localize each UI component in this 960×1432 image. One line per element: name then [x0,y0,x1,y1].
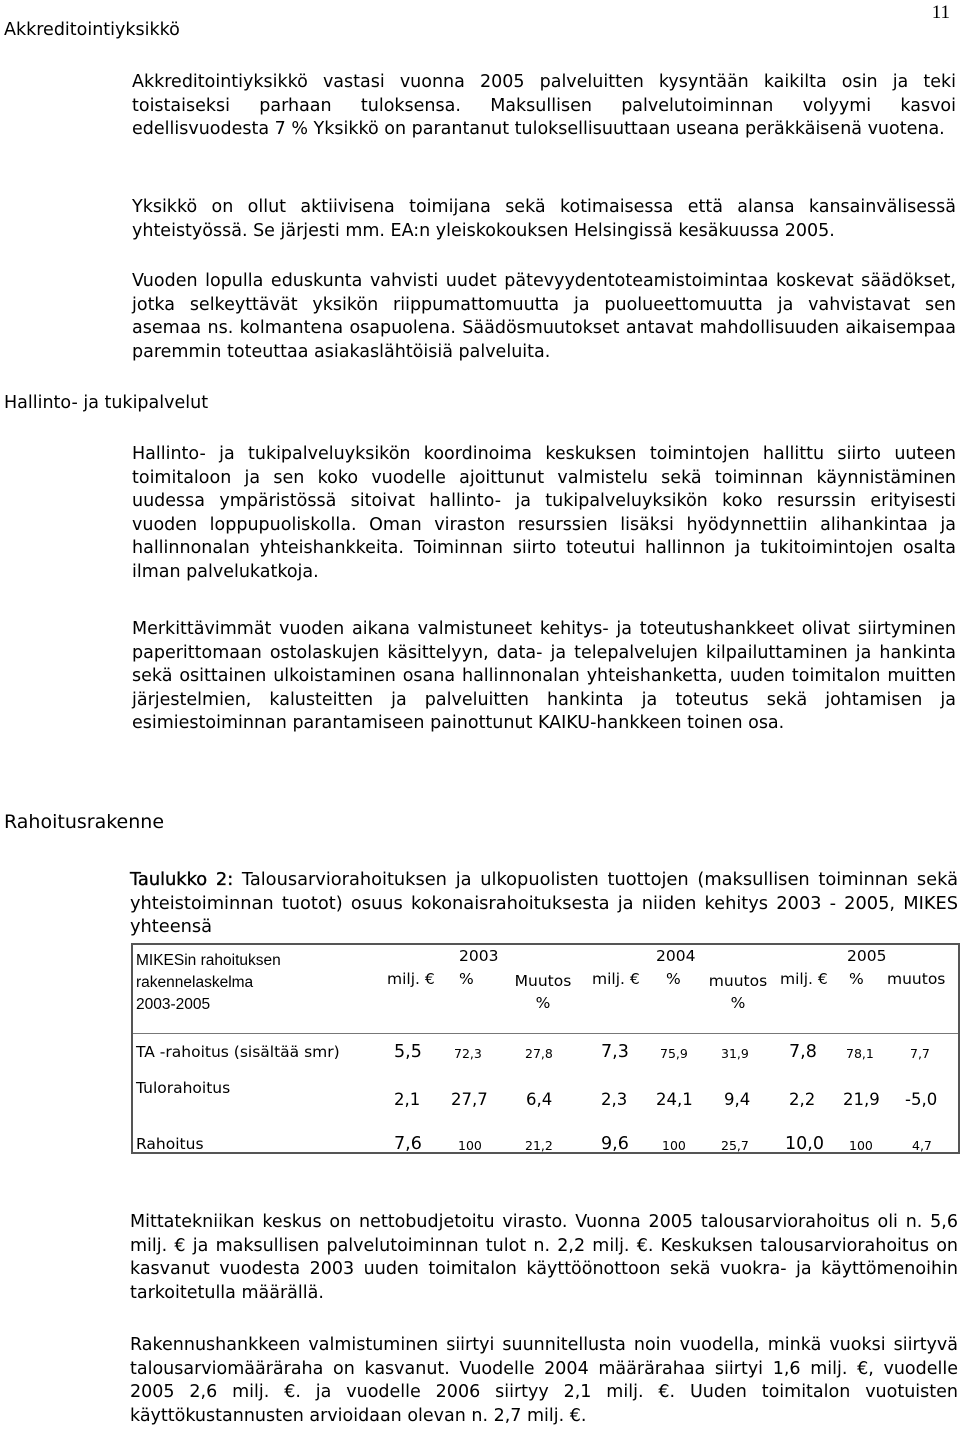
cell-ta-2004-percent: 75,9 [660,1046,688,1061]
year-header-2005: 2005 [847,947,887,965]
sidebar-heading-administration: Hallinto- ja tukipalvelut [4,393,209,413]
paragraph-accreditation-results: Akkreditointiyksikkö vastasi vuonna 2005 palveluitten kysyntään kaikilta osin ja teki toistaiseksi parhaan tuloksensa. Maksullisen palvelutoiminnan volyymi kasvoi edellisvuodesta 7 % Yksikkö on parantanut tuloksellisuuttaan useana peräkkäisenä vuotena. [132,72,956,140]
table-corner-line: rakennelaskelma [136,974,254,991]
table-corner-header [136,950,281,1016]
cell-ta-2004-change: 31,9 [721,1046,749,1061]
cell-income-2005-milj: 2,2 [789,1090,816,1109]
subheader-percent-2005: % [849,970,864,988]
subheader-change-2005: muutos [887,970,946,988]
year-header-2003: 2003 [459,947,499,965]
subheader-change-2004: muutos % [708,972,768,1012]
cell-ta-2005-percent: 78,1 [846,1046,874,1061]
cell-ta-2005-change: 7,7 [910,1046,930,1061]
row-label-total-funding: Rahoitus [136,1135,204,1153]
cell-total-2005-percent: 100 [849,1138,873,1153]
table-corner-line: 2003-2005 [136,996,211,1013]
cell-income-2004-change: 9,4 [724,1090,751,1109]
cell-ta-2003-change: 27,8 [525,1046,553,1061]
cell-ta-2003-milj: 5,5 [394,1042,422,1062]
paragraph-construction-delay: Rakennushankkeen valmistuminen siirtyi suunnitellusta noin vuodella, minkä vuoksi siirtyvä talousarviomääräraha on kasvanut. Vuodelle 2004 määrärahaa siirtyi 1,6 milj. €, vuodelle 2005 2,6 milj. €. ja vuodelle 2006 siirtyy 2,1 milj. €. Uuden toimitalon vuotuisten käyttökustannusten arvioidaan olevan n. 2,7 milj. €. [130,1335,958,1426]
year-header-2004: 2004 [656,947,696,965]
cell-total-2004-milj: 9,6 [601,1134,629,1154]
funding-table [131,943,960,1154]
subheader-milj-2004: milj. € [592,970,640,988]
subheader-change-2003: Muutos % [514,972,572,1012]
paragraph-administration-relocation: Hallinto- ja tukipalveluyksikön koordinoima keskuksen toimintojen hallittu siirto uuteen toimitaloon ja sen koko vuodelle ajoittunut valmistelu sekä toiminnan käynnistäminen uudessa ympäristössä sitoivat hallinto- ja tukipalveluyksikön koko resurssin erityisesti vuoden loppupuoliskolla. Oman viraston resurssien lisäksi hyödynnettiin alihankintaa ja hallinnonalan yhteishankkeita. Toiminnan siirto toteutui hallinnon ja tukitoimintojen osalta ilman palvelukatkoja. [132,444,956,582]
cell-total-2005-milj: 10,0 [785,1134,824,1154]
cell-total-2005-change: 4,7 [912,1138,932,1153]
row-label-ta-funding: TA -rahoitus (sisältää smr) [136,1043,340,1061]
cell-income-2005-percent: 21,9 [843,1090,880,1109]
cell-total-2003-percent: 100 [458,1138,482,1153]
subheader-milj-2003: milj. € [387,970,435,988]
paragraph-accreditation-cooperation: Yksikkö on ollut aktiivisena toimijana sekä kotimaisessa että alansa kansainvälisessä yhteistyössä. Se järjesti mm. EA:n yleiskokouksen Helsingissä kesäkuussa 2005. [132,197,956,241]
cell-ta-2004-milj: 7,3 [601,1042,629,1062]
subheader-percent-2004: % [666,970,681,988]
sidebar-heading-funding-structure: Rahoitusrakenne [4,811,165,833]
paragraph-development-projects: Merkittävimmät vuoden aikana valmistuneet kehitys- ja toteutushankkeet olivat siirtyminen paperittomaan ostolaskujen käsittelyyn, data- ja telepalvelujen kilpailuttaminen ja hankinta sekä osittainen ulkoistaminen osana hallinnonalan yhteishanketta, uuden toimitalon muitten järjestelmien, kalusteitten ja palveluitten hankinta ja toteutus sekä johtamisen ja esimiestoiminnan parantamiseen painottunut KAIKU-hankkeen toinen osa. [132,619,956,734]
cell-total-2003-change: 21,2 [525,1138,553,1153]
cell-income-2004-milj: 2,3 [601,1090,628,1109]
sidebar-heading-accreditation: Akkreditointiyksikkö [4,20,180,40]
cell-income-2005-change: -5,0 [905,1090,938,1109]
cell-ta-2005-milj: 7,8 [789,1042,817,1062]
cell-total-2004-change: 25,7 [721,1138,749,1153]
table-caption [130,868,958,939]
cell-total-2003-milj: 7,6 [394,1134,422,1154]
subheader-milj-2005: milj. € [780,970,828,988]
cell-income-2003-change: 6,4 [526,1090,553,1109]
cell-total-2004-percent: 100 [662,1138,686,1153]
page-number: 11 [931,2,950,23]
table-caption-label: Taulukko 2: [130,869,234,890]
table-header-separator [133,1033,958,1034]
cell-income-2004-percent: 24,1 [656,1090,693,1109]
row-label-income-funding: Tulorahoitus [136,1079,231,1097]
table-caption-text: Talousarviorahoituksen ja ulkopuolisten tuottojen (maksullisen toiminnan sekä yhteistoiminnan tuotot) osuus kokonaisrahoituksesta ja niiden kehitys 2003 - 2005, MIKES yhteensä [130,869,958,938]
table-corner-line: MIKESin rahoituksen [136,952,281,969]
paragraph-net-budgeting: Mittatekniikan keskus on nettobudjetoitu virasto. Vuonna 2005 talousarviorahoitus oli n. 5,6 milj. € ja maksullisen palvelutoiminnan tulot n. 2,2 milj. €. Keskuksen talousarviorahoitus on kasvanut vuodesta 2003 uuden toimitalon käyttöönottoon sekä vuokra- ja käyttömenoihin tarkoitetulla määrällä. [130,1212,958,1303]
subheader-percent-2003: % [459,970,474,988]
cell-ta-2003-percent: 72,3 [454,1046,482,1061]
cell-income-2003-percent: 27,7 [451,1090,488,1109]
paragraph-legislation: Vuoden lopulla eduskunta vahvisti uudet pätevyydentoteamistoimintaa koskevat säädökset, jotka selkeyttävät yksikön riippumattomuutta ja puolueettomuutta ja vahvistavat sen asemaa ns. kolmantena osapuolena. Säädösmuutokset antavat mahdollisuuden aikaisempaa paremmin toteuttaa asiakaslähtöisiä palveluita. [132,271,956,362]
cell-income-2003-milj: 2,1 [394,1090,421,1109]
